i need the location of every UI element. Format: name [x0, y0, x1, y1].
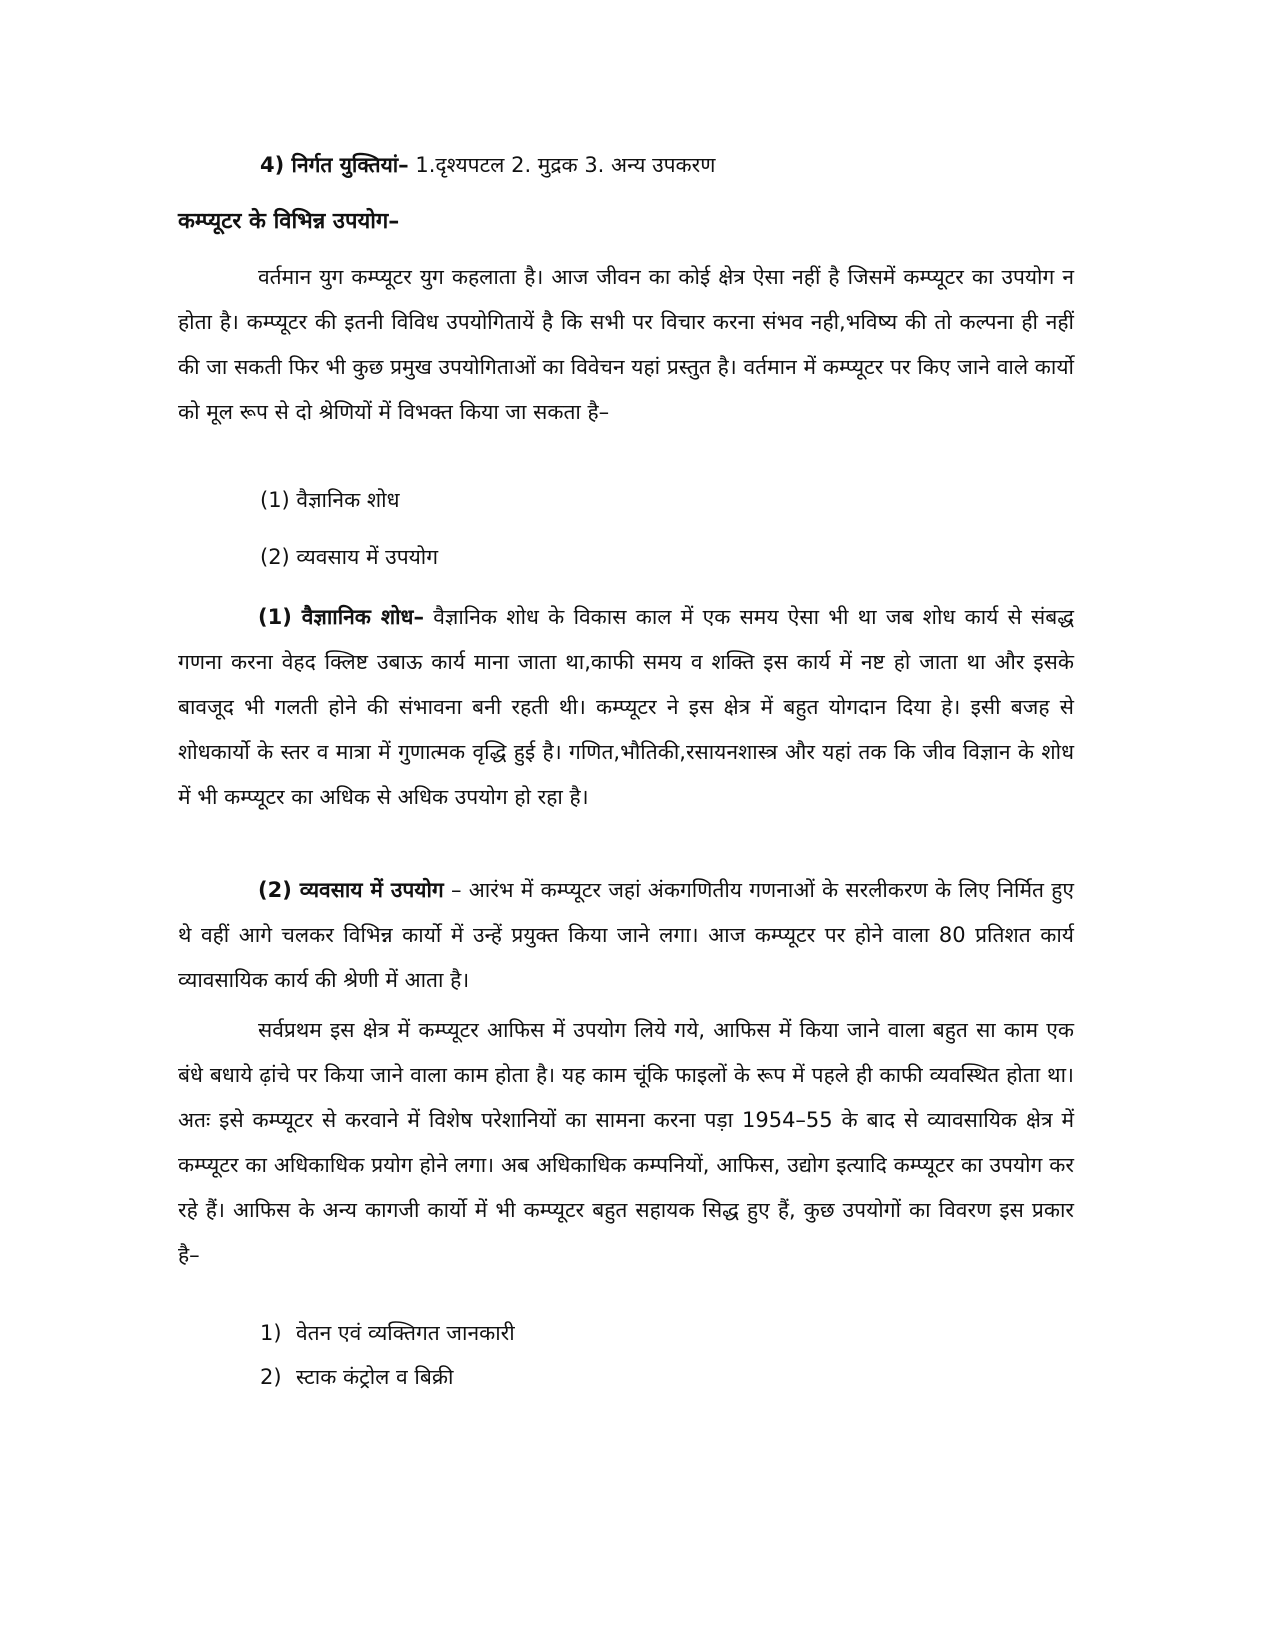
office-use-item-2	[260, 1362, 453, 1392]
output-devices-line	[260, 150, 715, 180]
category-item-2: (2) व्यवसाय में उपयोग	[260, 545, 439, 569]
office-use-item-2-number: 2)	[260, 1365, 282, 1389]
section-heading: कम्प्यूटर के विभिन्न उपयोग–	[178, 209, 400, 234]
category-item-1: (1) वैज्ञानिक शोध	[260, 488, 400, 512]
office-use-item-1-text: वेतन एवं व्यक्तिगत जानकारी	[296, 1321, 515, 1345]
business-usage-heading: (2) व्यवसाय में उपयोग	[258, 878, 444, 902]
output-devices-heading: 4) निर्गत युक्तियां–	[260, 153, 409, 177]
output-devices-list: 1.दृश्यपटल 2. मुद्रक 3. अन्य उपकरण	[415, 153, 716, 177]
office-use-item-2-text: स्टाक कंट्रोल व बिक्री	[296, 1365, 454, 1389]
scientific-research-paragraph	[178, 595, 1074, 820]
scientific-research-heading: (1) वैज्ञाानिक शोध–	[258, 605, 424, 629]
scientific-research-body: वैज्ञानिक शोध के विकास काल में एक समय ऐसा भी था जब शोध कार्य से संबद्ध गणना करना वेहद क्लिष्ट उबाऊ कार्य माना जाता था,काफी समय व शक्ति इस कार्य में नष्ट हो जाता था और इसके बावजूद भी गलती होने की संभावना बनी रहती थी। कम्प्यूटर ने इस क्षेत्र में बहुत योगदान दिया हे। इसी बजह से शोधकार्यो के स्तर व मात्रा में गुणात्मक वृद्धि हुई है। गणित,भौतिकी,रसायनशास्त्र और यहां तक कि जीव विज्ञान के शोध में भी कम्प्यूटर का अधिक से अधिक उपयोग हो रहा है।	[178, 605, 1074, 809]
office-paragraph: सर्वप्रथम इस क्षेत्र में कम्प्यूटर आफिस में उपयोग लिये गये, आफिस में किया जाने वाला बहुत सा काम एक बंधे बधाये ढ़ांचे पर किया जाने वाला काम होता है। यह काम चूंकि फाइलों के रूप में पहले ही काफी व्यवस्थित होता था। अतः इसे कम्प्यूटर से करवाने में विशेष परेशानियों का सामना करना पड़ा 1954–55 के बाद से व्यावसायिक क्षेत्र में कम्प्यूटर का अधिकाधिक प्रयोग होने लगा। अब अधिकाधिक कम्पनियों, आफिस, उद्योग इत्यादि कम्प्यूटर का उपयोग कर रहे हैं। आफिस के अन्य कागजी कार्यो में भी कम्प्यूटर बहुत सहायक सिद्ध हुए हैं, कुछ उपयोगों का विवरण इस प्रकार है–	[178, 1018, 1074, 1267]
intro-paragraph: वर्तमान युग कम्प्यूटर युग कहलाता है। आज जीवन का कोई क्षेत्र ऐसा नहीं है जिसमें कम्प्यूटर का उपयोग न होता है। कम्प्यूटर की इतनी विविध उपयोगितायें है कि सभी पर विचार करना संभव नही,भविष्य की तो कल्पना ही नहीं की जा सकती फिर भी कुछ प्रमुख उपयोगिताओं का विवेचन यहां प्रस्तुत है। वर्तमान में कम्प्यूटर पर किए जाने वाले कार्यो को मूल रूप से दो श्रेणियों में विभक्त किया जा सकता है–	[178, 265, 1075, 424]
business-usage-paragraph	[178, 868, 1074, 1003]
office-use-item-1-number: 1)	[260, 1321, 282, 1345]
business-usage-body: – आरंभ में कम्प्यूटर जहां अंकगणितीय गणनाओं के सरलीकरण के लिए निर्मित हुए थे वहीं आगे चलकर विभिन्न कार्यो में उन्हें प्रयुक्त किया जाने लगा। आज कम्प्यूटर पर होने वाला 80 प्रतिशत कार्य व्यावसायिक कार्य की श्रेणी में आता है।	[178, 878, 1074, 992]
office-use-item-1	[260, 1318, 515, 1348]
